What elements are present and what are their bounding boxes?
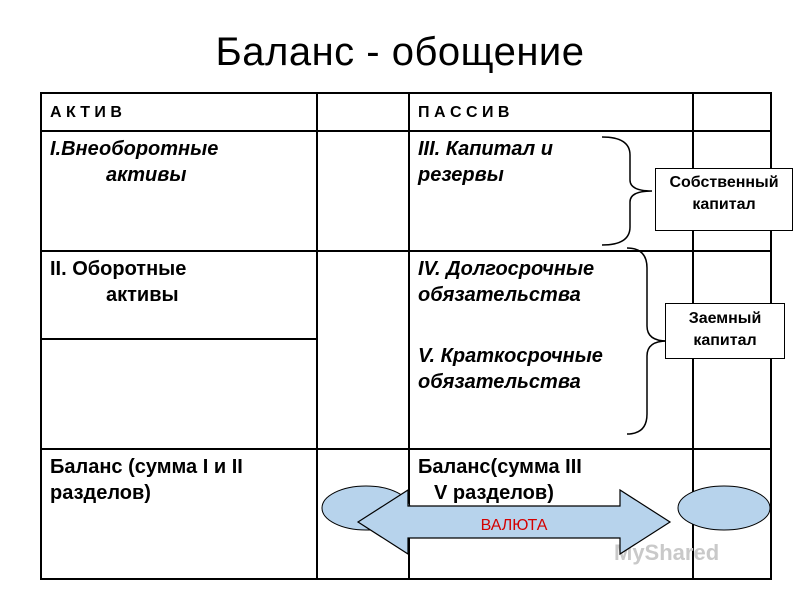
cell-line: активы [106,284,179,306]
cell-line: II. Оборотные [50,258,187,280]
cell-line: V разделов) [434,482,554,504]
cell-line: V. Краткосрочные [418,345,603,367]
callout-line: капитал [693,332,757,349]
header-empty-1 [317,93,409,131]
arrow-label: ВАЛЮТА [480,517,548,534]
cell-balance-assets [41,449,317,579]
header-passive: П А С С И В [409,93,693,131]
brace-own-capital [600,135,660,247]
valuta-arrow-diagram [320,480,780,560]
cell-noncurrent-assets [41,131,317,251]
table-header-row [41,93,771,131]
cell-current-assets [41,251,317,339]
cell-line: IV. Долгосрочные [418,258,595,280]
callout-line: Собственный [669,174,779,191]
cell-line: Баланс(сумма III [418,456,582,478]
watermark: MyShared [614,540,720,565]
header-empty-2 [693,93,771,131]
cell-line: I.Внеоборотные [50,138,219,160]
cell-line: III. Капитал и [418,138,553,160]
cell-line: Баланс (сумма I и II [50,456,243,478]
callout-own-capital [655,168,793,231]
callout-line: Заемный [688,310,762,327]
right-ellipse [678,486,770,530]
cell-line: резервы [418,164,504,186]
cell-line: обязательства [418,284,581,306]
empty-cell [317,251,409,449]
empty-cell [41,339,317,449]
cell-line: активы [106,164,187,186]
cell-line: обязательства [418,371,581,393]
cell-line: разделов) [50,482,151,504]
callout-line: капитал [692,196,756,213]
header-active: А К Т И В [41,93,317,131]
empty-cell [317,131,409,251]
callout-borrowed-capital [665,303,785,359]
slide-title: Баланс - обощение [215,30,585,74]
